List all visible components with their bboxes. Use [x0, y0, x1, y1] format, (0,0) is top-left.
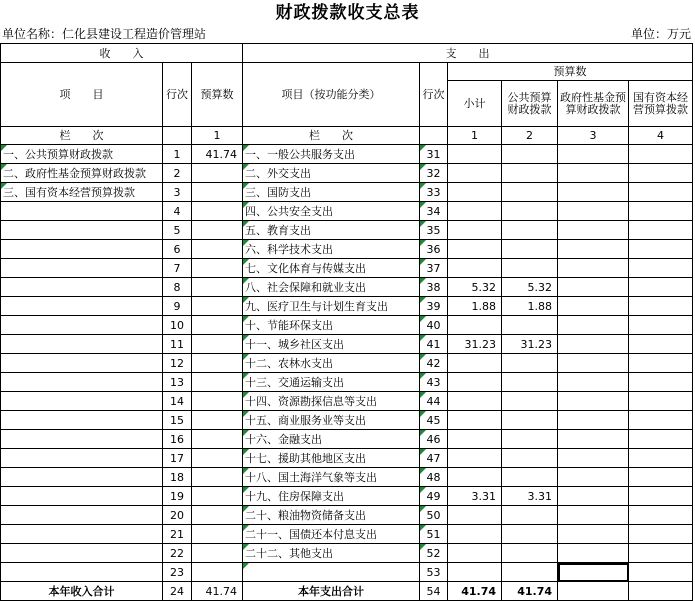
income-item-cell[interactable] — [1, 240, 163, 259]
expense-total-line-no: 54 — [420, 582, 448, 601]
state-capital-cell[interactable] — [629, 506, 693, 525]
table-row — [1, 297, 693, 316]
gov-fund-cell[interactable] — [558, 183, 629, 202]
state-capital-cell[interactable] — [629, 468, 693, 487]
gov-fund-cell[interactable] — [558, 335, 629, 354]
expense-line-no: 35 — [420, 221, 448, 240]
income-budget-amount[interactable] — [192, 487, 243, 506]
gov-fund-cell[interactable] — [558, 525, 629, 544]
public-budget-cell[interactable] — [502, 145, 558, 164]
public-budget-cell[interactable] — [502, 563, 558, 582]
subtotal-cell[interactable]: 5.32 — [448, 278, 502, 297]
column-index-1: 1 — [192, 127, 243, 145]
state-capital-cell[interactable] — [629, 449, 693, 468]
income-section-header: 收 入 — [1, 44, 243, 63]
subtotal-cell[interactable] — [448, 525, 502, 544]
income-line-no: 3 — [163, 183, 192, 202]
subtotal-cell[interactable] — [448, 259, 502, 278]
public-budget-cell[interactable] — [502, 316, 558, 335]
public-budget-cell[interactable] — [502, 449, 558, 468]
expense-total-label: 本年支出合计 — [243, 582, 420, 601]
expense-total-subtotal[interactable]: 41.74 — [448, 582, 502, 601]
column-index-label: 栏 次 — [1, 127, 163, 145]
table-row — [1, 145, 693, 164]
expense-total-public[interactable]: 41.74 — [502, 582, 558, 601]
income-budget-amount[interactable] — [192, 221, 243, 240]
income-line-no: 21 — [163, 525, 192, 544]
income-line-no: 15 — [163, 411, 192, 430]
table-row — [1, 316, 693, 335]
income-line-no: 22 — [163, 544, 192, 563]
state-capital-cell[interactable] — [629, 259, 693, 278]
expense-item-cell[interactable]: 二十、粮油物资储备支出 — [243, 506, 420, 525]
income-budget-amount[interactable] — [192, 411, 243, 430]
expense-line-no-header: 行次 — [420, 63, 448, 127]
income-item-cell[interactable] — [1, 297, 163, 316]
expense-item-cell[interactable]: 六、科学技术支出 — [243, 240, 420, 259]
expense-line-no: 36 — [420, 240, 448, 259]
subtotal-cell[interactable] — [448, 221, 502, 240]
public-budget-cell[interactable] — [502, 221, 558, 240]
state-capital-cell[interactable] — [629, 316, 693, 335]
state-capital-cell[interactable] — [629, 563, 693, 582]
income-item-cell[interactable] — [1, 202, 163, 221]
gov-fund-cell[interactable] — [558, 240, 629, 259]
income-line-no: 18 — [163, 468, 192, 487]
expense-total-capital[interactable] — [629, 582, 693, 601]
income-line-no: 11 — [163, 335, 192, 354]
gov-fund-cell[interactable] — [558, 487, 629, 506]
income-line-no: 7 — [163, 259, 192, 278]
income-line-no: 19 — [163, 487, 192, 506]
expense-item-cell[interactable]: 二、外交支出 — [243, 164, 420, 183]
state-capital-header: 国有资本经营预算拨款 — [629, 81, 693, 127]
expense-item-cell[interactable]: 三、国防支出 — [243, 183, 420, 202]
subtotal-cell[interactable] — [448, 563, 502, 582]
expense-item-cell[interactable]: 十五、商业服务业等支出 — [243, 411, 420, 430]
state-capital-cell[interactable] — [629, 487, 693, 506]
table-row — [1, 240, 693, 259]
income-total-line-no: 24 — [163, 582, 192, 601]
income-budget-amount[interactable] — [192, 183, 243, 202]
income-budget-amount[interactable] — [192, 278, 243, 297]
gov-fund-cell[interactable] — [558, 449, 629, 468]
income-budget-amount[interactable]: 41.74 — [192, 145, 243, 164]
gov-fund-cell[interactable] — [558, 411, 629, 430]
gov-fund-cell[interactable] — [558, 316, 629, 335]
gov-fund-cell[interactable] — [558, 221, 629, 240]
state-capital-cell[interactable] — [629, 525, 693, 544]
budget-group-header: 预算数 — [448, 63, 693, 81]
expense-item-cell[interactable]: 十一、城乡社区支出 — [243, 335, 420, 354]
expense-total-fund[interactable] — [558, 582, 629, 601]
gov-fund-cell[interactable] — [558, 544, 629, 563]
expense-item-cell[interactable]: 十、节能环保支出 — [243, 316, 420, 335]
income-line-no: 14 — [163, 392, 192, 411]
public-budget-cell[interactable]: 31.23 — [502, 335, 558, 354]
state-capital-cell[interactable] — [629, 430, 693, 449]
subtotal-cell[interactable] — [448, 164, 502, 183]
income-item-cell[interactable]: 一、公共预算财政拨款 — [1, 145, 163, 164]
expense-line-no: 42 — [420, 354, 448, 373]
expense-line-no: 41 — [420, 335, 448, 354]
table-row — [1, 354, 693, 373]
expense-line-no: 34 — [420, 202, 448, 221]
state-capital-cell[interactable] — [629, 221, 693, 240]
subtotal-cell[interactable] — [448, 183, 502, 202]
public-budget-cell[interactable] — [502, 506, 558, 525]
subtotal-cell[interactable] — [448, 411, 502, 430]
subtotal-cell[interactable] — [448, 240, 502, 259]
income-budget-amount[interactable] — [192, 316, 243, 335]
expense-item-header: 项目（按功能分类） — [243, 63, 420, 127]
subtotal-cell[interactable] — [448, 316, 502, 335]
public-budget-cell[interactable] — [502, 202, 558, 221]
income-budget-amount[interactable] — [192, 164, 243, 183]
income-item-cell[interactable] — [1, 278, 163, 297]
state-capital-cell[interactable] — [629, 145, 693, 164]
gov-fund-cell[interactable] — [558, 259, 629, 278]
gov-fund-cell[interactable] — [558, 145, 629, 164]
public-budget-cell[interactable]: 5.32 — [502, 278, 558, 297]
table-row — [1, 449, 693, 468]
income-total-amount[interactable]: 41.74 — [192, 582, 243, 601]
income-item-cell[interactable] — [1, 373, 163, 392]
income-budget-amount[interactable] — [192, 449, 243, 468]
expense-item-cell[interactable]: 一、一般公共服务支出 — [243, 145, 420, 164]
public-budget-cell[interactable] — [502, 411, 558, 430]
expense-line-no: 43 — [420, 373, 448, 392]
state-capital-cell[interactable] — [629, 278, 693, 297]
state-capital-cell[interactable] — [629, 240, 693, 259]
column-index-c2: 2 — [502, 127, 558, 145]
subtotal-header: 小计 — [448, 81, 502, 127]
state-capital-cell[interactable] — [629, 335, 693, 354]
expense-item-cell[interactable]: 二十二、其他支出 — [243, 544, 420, 563]
gov-fund-cell[interactable] — [558, 202, 629, 221]
expense-line-no: 31 — [420, 145, 448, 164]
income-item-cell[interactable] — [1, 221, 163, 240]
income-budget-amount[interactable] — [192, 354, 243, 373]
subtotal-cell[interactable] — [448, 392, 502, 411]
expense-line-no: 48 — [420, 468, 448, 487]
table-row — [1, 411, 693, 430]
public-budget-cell[interactable] — [502, 183, 558, 202]
income-budget-amount[interactable] — [192, 373, 243, 392]
public-budget-cell[interactable] — [502, 240, 558, 259]
income-line-no: 10 — [163, 316, 192, 335]
income-line-no: 9 — [163, 297, 192, 316]
income-budget-amount[interactable] — [192, 392, 243, 411]
income-item-cell[interactable] — [1, 411, 163, 430]
public-budget-cell[interactable] — [502, 392, 558, 411]
report-title: 财政拨款收支总表 — [275, 3, 420, 23]
column-index-c3: 3 — [558, 127, 629, 145]
state-capital-cell[interactable] — [629, 392, 693, 411]
currency-unit: 单位：万元 — [630, 27, 691, 41]
subtotal-cell[interactable] — [448, 506, 502, 525]
expense-item-cell[interactable]: 十三、交通运输支出 — [243, 373, 420, 392]
public-budget-cell[interactable]: 3.31 — [502, 487, 558, 506]
income-budget-amount[interactable] — [192, 240, 243, 259]
state-capital-cell[interactable] — [629, 183, 693, 202]
table-row — [1, 335, 693, 354]
expense-line-no: 47 — [420, 449, 448, 468]
income-budget-amount[interactable] — [192, 430, 243, 449]
gov-fund-cell[interactable] — [558, 164, 629, 183]
table-row — [1, 259, 693, 278]
expense-line-no: 45 — [420, 411, 448, 430]
public-budget-cell[interactable] — [502, 468, 558, 487]
income-budget-amount[interactable] — [192, 259, 243, 278]
expense-line-no: 46 — [420, 430, 448, 449]
table-row — [1, 278, 693, 297]
income-budget-amount[interactable] — [192, 335, 243, 354]
gov-fund-cell[interactable] — [558, 354, 629, 373]
income-item-cell[interactable] — [1, 468, 163, 487]
income-line-no: 13 — [163, 373, 192, 392]
expense-line-no: 38 — [420, 278, 448, 297]
expense-line-no: 52 — [420, 544, 448, 563]
subtotal-cell[interactable]: 31.23 — [448, 335, 502, 354]
state-capital-cell[interactable] — [629, 202, 693, 221]
table-row — [1, 487, 693, 506]
expense-line-no: 44 — [420, 392, 448, 411]
expense-item-cell[interactable]: 十九、住房保障支出 — [243, 487, 420, 506]
income-budget-amount[interactable] — [192, 563, 243, 582]
table-row — [1, 164, 693, 183]
gov-fund-header: 政府性基金预算财政拨款 — [558, 81, 629, 127]
public-budget-cell[interactable] — [502, 354, 558, 373]
table-row — [1, 392, 693, 411]
table-row — [1, 506, 693, 525]
subtotal-cell[interactable] — [448, 202, 502, 221]
income-item-cell[interactable]: 二、政府性基金预算财政拨款 — [1, 164, 163, 183]
expense-item-cell[interactable]: 十四、资源勘探信息等支出 — [243, 392, 420, 411]
income-item-cell[interactable] — [1, 506, 163, 525]
expense-section-header: 支 出 — [243, 44, 693, 63]
expense-item-cell[interactable]: 九、医疗卫生与计划生育支出 — [243, 297, 420, 316]
expense-line-no: 49 — [420, 487, 448, 506]
income-item-cell[interactable] — [1, 430, 163, 449]
gov-fund-cell[interactable] — [558, 278, 629, 297]
income-item-cell[interactable] — [1, 335, 163, 354]
income-line-no-header: 行次 — [163, 63, 192, 127]
income-budget-amount[interactable] — [192, 468, 243, 487]
public-budget-cell[interactable]: 1.88 — [502, 297, 558, 316]
income-budget-header: 预算数 — [192, 63, 243, 127]
income-budget-amount[interactable] — [192, 506, 243, 525]
subtotal-cell[interactable] — [448, 449, 502, 468]
public-budget-cell[interactable] — [502, 430, 558, 449]
expense-line-no: 39 — [420, 297, 448, 316]
subtotal-cell[interactable] — [448, 544, 502, 563]
income-item-cell[interactable] — [1, 563, 163, 582]
expense-item-cell[interactable]: 二十一、国债还本付息支出 — [243, 525, 420, 544]
totals-row — [1, 582, 693, 601]
subtotal-cell[interactable] — [448, 145, 502, 164]
expense-item-cell[interactable]: 十八、国土海洋气象等支出 — [243, 468, 420, 487]
public-budget-header: 公共预算财政拨款 — [502, 81, 558, 127]
unit-name: 单位名称：仁化县建设工程造价管理站 — [2, 27, 207, 41]
public-budget-cell[interactable] — [502, 525, 558, 544]
state-capital-cell[interactable] — [629, 297, 693, 316]
income-item-cell[interactable] — [1, 392, 163, 411]
expense-item-cell[interactable]: 十六、金融支出 — [243, 430, 420, 449]
public-budget-cell[interactable] — [502, 164, 558, 183]
column-index-label: 栏 次 — [243, 127, 420, 145]
state-capital-cell[interactable] — [629, 373, 693, 392]
income-line-no: 4 — [163, 202, 192, 221]
expense-line-no: 50 — [420, 506, 448, 525]
expense-item-cell[interactable]: 七、文化体育与传媒支出 — [243, 259, 420, 278]
income-item-cell[interactable] — [1, 259, 163, 278]
expense-item-cell[interactable]: 四、公共安全支出 — [243, 202, 420, 221]
column-index-blank — [163, 127, 192, 145]
income-line-no: 23 — [163, 563, 192, 582]
column-index-c4: 4 — [629, 127, 693, 145]
table-row — [1, 525, 693, 544]
expense-line-no: 37 — [420, 259, 448, 278]
subtotal-cell[interactable] — [448, 373, 502, 392]
gov-fund-cell[interactable] — [558, 373, 629, 392]
income-budget-amount[interactable] — [192, 297, 243, 316]
income-line-no: 8 — [163, 278, 192, 297]
expense-item-cell[interactable]: 八、社会保障和就业支出 — [243, 278, 420, 297]
subtotal-cell[interactable] — [448, 354, 502, 373]
table-row — [1, 221, 693, 240]
income-line-no: 1 — [163, 145, 192, 164]
gov-fund-cell[interactable] — [558, 563, 629, 582]
income-line-no: 5 — [163, 221, 192, 240]
public-budget-cell[interactable] — [502, 259, 558, 278]
public-budget-cell[interactable] — [502, 544, 558, 563]
income-budget-amount[interactable] — [192, 525, 243, 544]
income-budget-amount[interactable] — [192, 544, 243, 563]
state-capital-cell[interactable] — [629, 411, 693, 430]
expense-line-no: 40 — [420, 316, 448, 335]
table-row — [1, 563, 693, 582]
income-item-header: 项 目 — [1, 63, 163, 127]
expense-line-no: 32 — [420, 164, 448, 183]
expense-line-no: 51 — [420, 525, 448, 544]
gov-fund-cell[interactable] — [558, 430, 629, 449]
subtotal-cell[interactable] — [448, 468, 502, 487]
budget-summary-table — [0, 43, 693, 601]
subtotal-cell[interactable] — [448, 430, 502, 449]
expense-item-cell[interactable]: 五、教育支出 — [243, 221, 420, 240]
expense-item-cell[interactable]: 十七、援助其他地区支出 — [243, 449, 420, 468]
state-capital-cell[interactable] — [629, 354, 693, 373]
subtotal-cell[interactable]: 3.31 — [448, 487, 502, 506]
income-item-cell[interactable] — [1, 525, 163, 544]
table-row — [1, 183, 693, 202]
income-total-label: 本年收入合计 — [1, 582, 163, 601]
income-line-no: 17 — [163, 449, 192, 468]
income-item-cell[interactable] — [1, 449, 163, 468]
table-row — [1, 544, 693, 563]
expense-item-cell[interactable] — [243, 563, 420, 582]
state-capital-cell[interactable] — [629, 544, 693, 563]
subtotal-cell[interactable]: 1.88 — [448, 297, 502, 316]
gov-fund-cell[interactable] — [558, 468, 629, 487]
income-item-cell[interactable] — [1, 544, 163, 563]
gov-fund-cell[interactable] — [558, 392, 629, 411]
expense-line-no: 33 — [420, 183, 448, 202]
expense-item-cell[interactable]: 十二、农林水支出 — [243, 354, 420, 373]
table-row — [1, 373, 693, 392]
column-index-c1: 1 — [448, 127, 502, 145]
income-line-no: 6 — [163, 240, 192, 259]
gov-fund-cell[interactable] — [558, 297, 629, 316]
state-capital-cell[interactable] — [629, 164, 693, 183]
table-row — [1, 430, 693, 449]
income-line-no: 16 — [163, 430, 192, 449]
income-line-no: 2 — [163, 164, 192, 183]
table-row — [1, 468, 693, 487]
income-item-cell[interactable] — [1, 354, 163, 373]
column-index-blank — [420, 127, 448, 145]
income-line-no: 12 — [163, 354, 192, 373]
public-budget-cell[interactable] — [502, 373, 558, 392]
expense-line-no: 53 — [420, 563, 448, 582]
gov-fund-cell[interactable] — [558, 506, 629, 525]
income-item-cell[interactable] — [1, 316, 163, 335]
table-row — [1, 202, 693, 221]
income-budget-amount[interactable] — [192, 202, 243, 221]
income-item-cell[interactable] — [1, 487, 163, 506]
income-item-cell[interactable]: 三、国有资本经营预算拨款 — [1, 183, 163, 202]
income-line-no: 20 — [163, 506, 192, 525]
